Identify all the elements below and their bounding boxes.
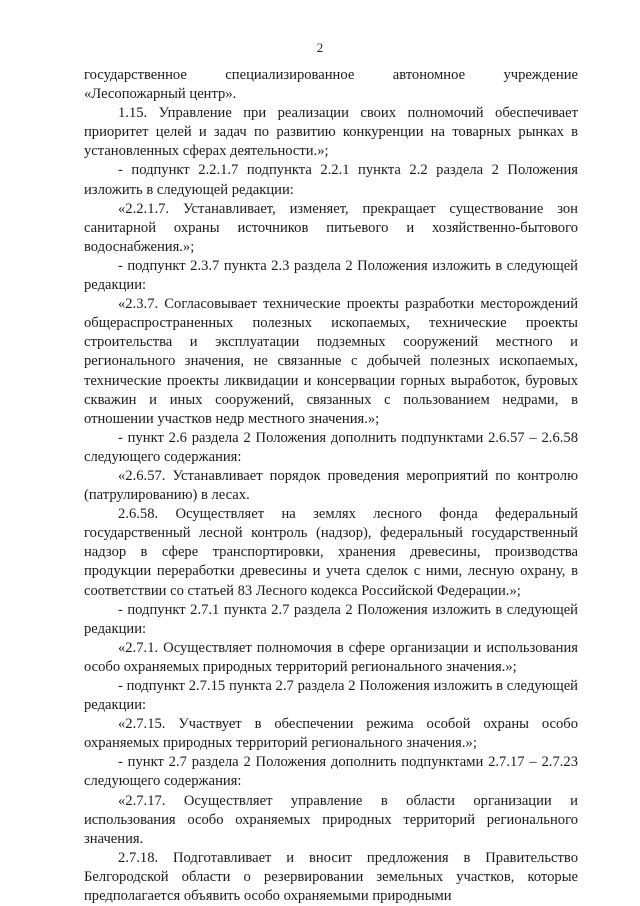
paragraph: «2.6.57. Устанавливает порядок проведения мероприятий по контролю (патрулированию) в лесах. — [84, 467, 578, 504]
paragraph: - пункт 2.6 раздела 2 Положения дополнить подпунктами 2.6.57 – 2.6.58 следующего содержания: — [84, 429, 578, 465]
paragraph: государственное специализированное автономное учреждение «Лесопожарный центр». — [84, 67, 578, 103]
paragraph: - подпункт 2.2.1.7 подпункта 2.2.1 пункта 2.2 раздела 2 Положения изложить в следующей редакции: — [84, 162, 578, 198]
page-number: 2 — [316, 40, 324, 55]
paragraph: - подпункт 2.7.1 пункта 2.7 раздела 2 Положения изложить в следующей редакции: — [84, 601, 578, 637]
paragraph: - подпункт 2.3.7 пункта 2.3 раздела 2 Положения изложить в следующей редакции: — [84, 257, 578, 294]
paragraph: «2.7.17. Осуществляет управление в области организации и использования особо охраняемых природных территорий регионального значения. — [84, 792, 578, 847]
document-body — [84, 66, 578, 906]
paragraph: «2.2.1.7. Устанавливает, изменяет, прекращает существование зон санитарной охраны источников питьевого и хозяйственно-бытового водоснабжения.»; — [84, 200, 578, 255]
paragraph: 1.15. Управление при реализации своих полномочий обеспечивает приоритет целей и задач по развитию конкуренции на товарных рынках в установленных сферах деятельности.»; — [84, 105, 578, 160]
paragraph: «2.7.1. Осуществляет полномочия в сфере организации и использования особо охраняемых природных территорий регионального значения.»; — [84, 639, 578, 675]
paragraph: 2.6.58. Осуществляет на землях лесного фонда федеральный государственный лесной контроль (надзор), федеральный государственный надзор в сфере транспортировки, хранения древесины, производства продукции переработки древесины и учета сделок с ними, лесную охрану, в соответствии со статьей 83 Лесного кодекса Российской Федерации.»; — [84, 506, 578, 599]
paragraph: 2.7.18. Подготавливает и вносит предложения в Правительство Белгородской области о резервировании земельных участков, которые предполагается объявить особо охраняемыми природными — [84, 849, 578, 905]
paragraph: - подпункт 2.7.15 пункта 2.7 раздела 2 Положения изложить в следующей редакции: — [84, 678, 578, 714]
paragraph: «2.7.15. Участвует в обеспечении режима особой охраны особо охраняемых природных территорий регионального значения.»; — [84, 716, 578, 752]
paragraph: - пункт 2.7 раздела 2 Положения дополнить подпунктами 2.7.17 – 2.7.23 следующего содержания: — [84, 754, 578, 790]
paragraph: «2.3.7. Согласовывает технические проекты разработки месторождений общераспространенных полезных ископаемых, технические проекты строительства и эксплуатации подземных сооружений местного и регионального значения, не связанные с добычей полезных ископаемых, технические проекты ликвидации и консервации горных выработок, буровых скважин и иных сооружений, связанных с пользованием недрами, в отношении участков недр местного значения.»; — [84, 296, 578, 427]
